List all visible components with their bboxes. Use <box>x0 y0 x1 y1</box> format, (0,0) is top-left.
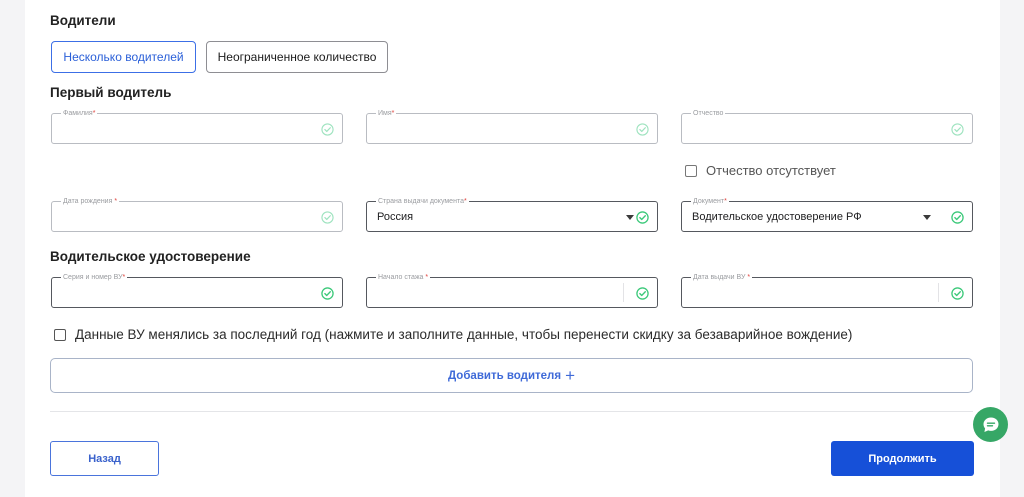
check-circle-icon <box>321 287 334 300</box>
checkbox-box[interactable] <box>54 329 66 341</box>
option-unlimited-drivers[interactable]: Неограниченное количество <box>206 41 388 73</box>
no-patronymic-label: Отчество отсутствует <box>706 163 836 178</box>
doc-country-label: Страна выдачи документа* <box>378 198 467 205</box>
birth-date-label: Дата рождения * <box>63 198 118 205</box>
chevron-down-icon[interactable] <box>626 215 634 220</box>
check-circle-icon <box>636 211 649 224</box>
check-circle-icon <box>951 287 964 300</box>
experience-start-label: Начало стажа * <box>378 274 429 281</box>
birth-date-field[interactable] <box>51 198 343 232</box>
check-circle-icon <box>951 211 964 224</box>
patronymic-field[interactable] <box>681 110 973 144</box>
first-driver-heading: Первый водитель <box>50 85 172 100</box>
document-label: Документ* <box>693 198 727 205</box>
checkbox-box[interactable] <box>685 165 697 177</box>
surname-label: Фамилия* <box>63 110 96 117</box>
patronymic-label: Отчество <box>693 110 724 117</box>
surname-field[interactable] <box>51 110 343 144</box>
add-driver-button[interactable] <box>50 358 973 393</box>
chat-button[interactable] <box>973 407 1008 442</box>
check-circle-icon <box>951 123 964 136</box>
check-circle-icon <box>636 287 649 300</box>
back-button[interactable]: Назад <box>50 441 159 476</box>
check-circle-icon <box>636 123 649 136</box>
license-series-number-label: Серия и номер ВУ* <box>63 274 126 281</box>
name-label: Имя* <box>378 110 395 117</box>
field-divider <box>938 283 939 302</box>
chevron-down-icon[interactable] <box>923 215 931 220</box>
field-divider <box>623 283 624 302</box>
document-value: Водительское удостоверение РФ <box>692 211 862 223</box>
chat-bubble-icon <box>981 415 1001 435</box>
option-several-drivers[interactable]: Несколько водителей <box>51 41 196 73</box>
license-changed-label: Данные ВУ менялись за последний год (нажмите и заполните данные, чтобы перенести скидку за безаварийное вождение) <box>75 327 853 342</box>
license-issue-date-field[interactable] <box>681 274 973 308</box>
license-heading: Водительское удостоверение <box>50 249 251 264</box>
check-circle-icon <box>321 211 334 224</box>
license-issue-date-label: Дата выдачи ВУ * <box>693 274 751 281</box>
document-select[interactable] <box>681 198 973 232</box>
form-card <box>25 0 1000 497</box>
plus-icon: + <box>565 366 576 385</box>
divider <box>50 411 973 412</box>
experience-start-field[interactable] <box>366 274 658 308</box>
license-series-number-field[interactable] <box>51 274 343 308</box>
license-changed-checkbox[interactable] <box>54 327 852 342</box>
name-field[interactable] <box>366 110 658 144</box>
add-driver-label: Добавить водителя <box>447 369 562 382</box>
check-circle-icon <box>321 123 334 136</box>
no-patronymic-checkbox[interactable] <box>685 163 836 178</box>
doc-country-value: Россия <box>377 211 414 223</box>
doc-country-select[interactable] <box>366 198 658 232</box>
continue-button[interactable]: Продолжить <box>831 441 974 476</box>
drivers-heading: Водители <box>50 13 116 28</box>
